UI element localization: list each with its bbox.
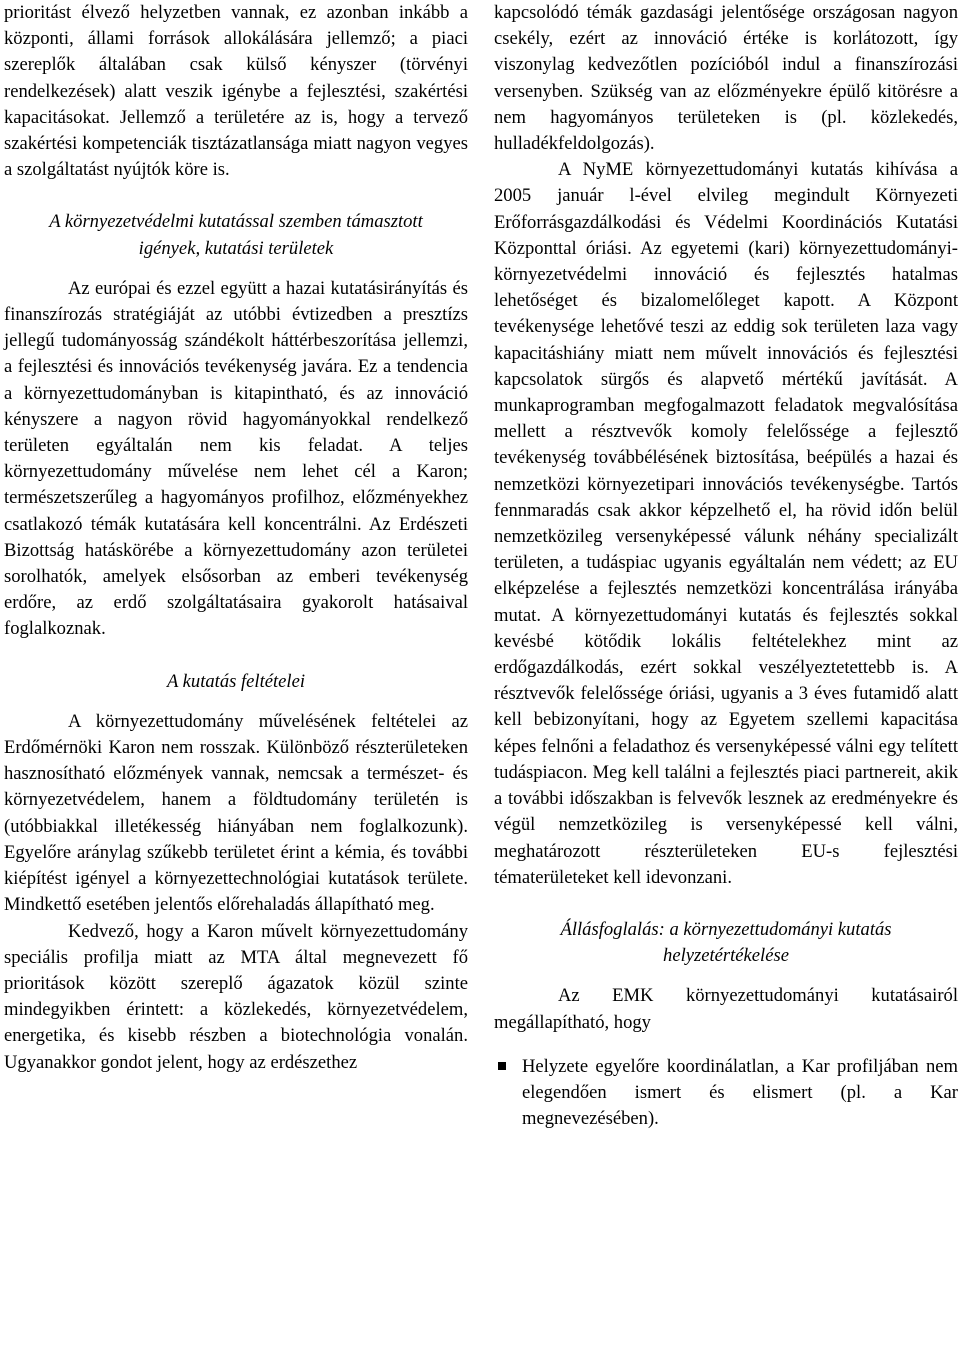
related-topics-continued-paragraph: kapcsolódó témák gazdasági jelentősége országosan nagyon csekély, ezért az innováció értéke is korlátozott, így viszonylag kedvezőtlen pozícióból indul a finanszírozási versenyben. Szükség van az előzményekre épülő kitörésre a nem hagyományos területeken is (pl. közlekedés, hulladékfeldolgozás). (494, 2, 958, 155)
section-heading-position-statement: Állásfoglalás: a környezettudományi kutatás helyzetértékelése (560, 918, 892, 967)
research-conditions-paragraph: A környezettudomány művelésének feltételei az Erdőmérnöki Karon nem rosszak. Különböző részterületeken hasznosítható előzmények vannak, nemcsak a természet- és környezetvédelem, hanem a földtudomány területén is (utóbbiakkal illetékesség hiányában nem foglalkozunk). Egyelőre aránylag szűkebb területet érint a kémia, és további kiépítést igényel a környezettechnológiai kutatások területe. Mindkettő esetében jelentős előrehaladás állapítható meg. (4, 710, 468, 916)
bullet-item (494, 1054, 958, 1133)
emk-statement-paragraph: Az EMK környezettudományi kutatásairól megállapítható, hogy (494, 985, 958, 1033)
intro-continued-paragraph: prioritást élvező helyzetben vannak, ez azonban inkább a központi, állami források allokálására jellemző; a piaci szereplők általában csak külső kényszer (törvényi rendelkezések) alatt veszik igénybe a fejlesztési, szakértési kapacitásokat. Jellemző a területére az is, hogy a tervező szakértési kompetenciák tisztázatlansága miatt nagyon vegyes a szolgáltatást nyújtók köre is. (4, 2, 468, 181)
left-column (4, 0, 468, 1076)
position-bullet-list (494, 1054, 958, 1133)
favorable-profile-paragraph: Kedvező, hogy a Karon művelt környezettudomány speciális profilja miatt az MTA által megnevezett fő prioritások között szereplő ágazatok közül szinte mindegyikben érintett: a közlekedés, környezetvédelem, energetika, és kisebb részben a biotechnológia vonalán. Ugyanakkor gondot jelent, hogy az erdészethez (4, 920, 468, 1073)
section-heading-research-conditions: A kutatás feltételei (166, 670, 306, 692)
nyme-research-paragraph: A NyME környezettudományi kutatás kihívása a 2005 január l-ével elvileg megindult Környezeti Erőforrásgazdálkodási és Védelmi Koordinációs Kutatási Központtal óriási. Az egyetemi (kari) környezettudományi-környezetvédelmi innováció és fejlesztés hatalmas lehetőséget és bizalomelőleget kapott. A Központ tevékenysége lehetővé teszi az eddig sok területen laza vagy kapacitáshiány miatt nem művelt innovációs és fejlesztési kapcsolatok sürgős és alapvető mértékű javítását. A munkaprogramban megfogalmazott feladatok megvalósítása mellett a résztvevők komoly felelőssége a fejlesztő tevékenység továbbélésének biztosítása, beépülés a hazai és nemzetközi környezetipari innovációs tevékenységbe. Tartós fennmaradás csak akkor képzelhető el, ha rövid időn belül nemzetközileg versenyképessé válunk néhány specializált területen, a tudáspiac ugyanis egyáltalán nem védett; az EU elképzelése a fejlesztés nemzetközi koncentrálása irányába mutat. A környezettudományi kutatás és fejlesztés sokkal kevésbé kötődik lokális feltételekhez mint az erdőgazdálkodás, ezért sokkal veszélyeztetettebb is. A résztvevők felelőssége óriási, ugyanis a 3 éves futamidő alatt kell bebizonyítani, hogy az Egyetem szellemi kapacitása képes felnőni a feladathoz és versenyképessé válni egy telített tudáspiacon. Meg kell találni a fejlesztés piaci partnereit, akik a további időszakban is felvevők lesznek az eredményekre és végül nemzetközileg is versenyképessé kell válni, meghatározott részterületeken EU-s fejlesztési tématerületeket kell idevonzani. (494, 159, 958, 888)
square-bullet-icon (498, 1062, 506, 1070)
section-heading-research-demands: A környezetvédelmi kutatással szemben támasztott igények, kutatási területek (49, 211, 423, 259)
bullet-item-text: Helyzete egyelőre koordinálatlan, a Kar profiljában nem elegendően ismert és elismert (pl. a Kar megnevezésében). (522, 1055, 958, 1130)
right-column (494, 0, 958, 1132)
european-research-paragraph: Az európai és ezzel együtt a hazai kutatásirányítás és finanszírozás stratégiáját az utóbbi évtizedben a presztízs jellegű tudományosság szándékolt háttérbeszorítása jellemzi, a fejlesztési és innovációs tevékenység javára. Ez a tendencia a környezettudományban is kitapintható, és az innováció kényszere a nagyon rövid hagyományokkal rendelkező területen egyáltalán nem kis feladat. A teljes környezettudomány művelése nem lehet cél a Karon; természetszerűleg a hagyományos profilhoz, előzményekhez csatlakozó témák kutatására kell koncentrálni. Az Erdészeti Bizottság hatáskörébe a környezettudomány azon területei sorolhatók, amelyek elsősorban az emberi tevékenység erdőre, az erdő szolgáltatásaira gyakorolt hatásaival foglalkoznak. (4, 277, 468, 640)
